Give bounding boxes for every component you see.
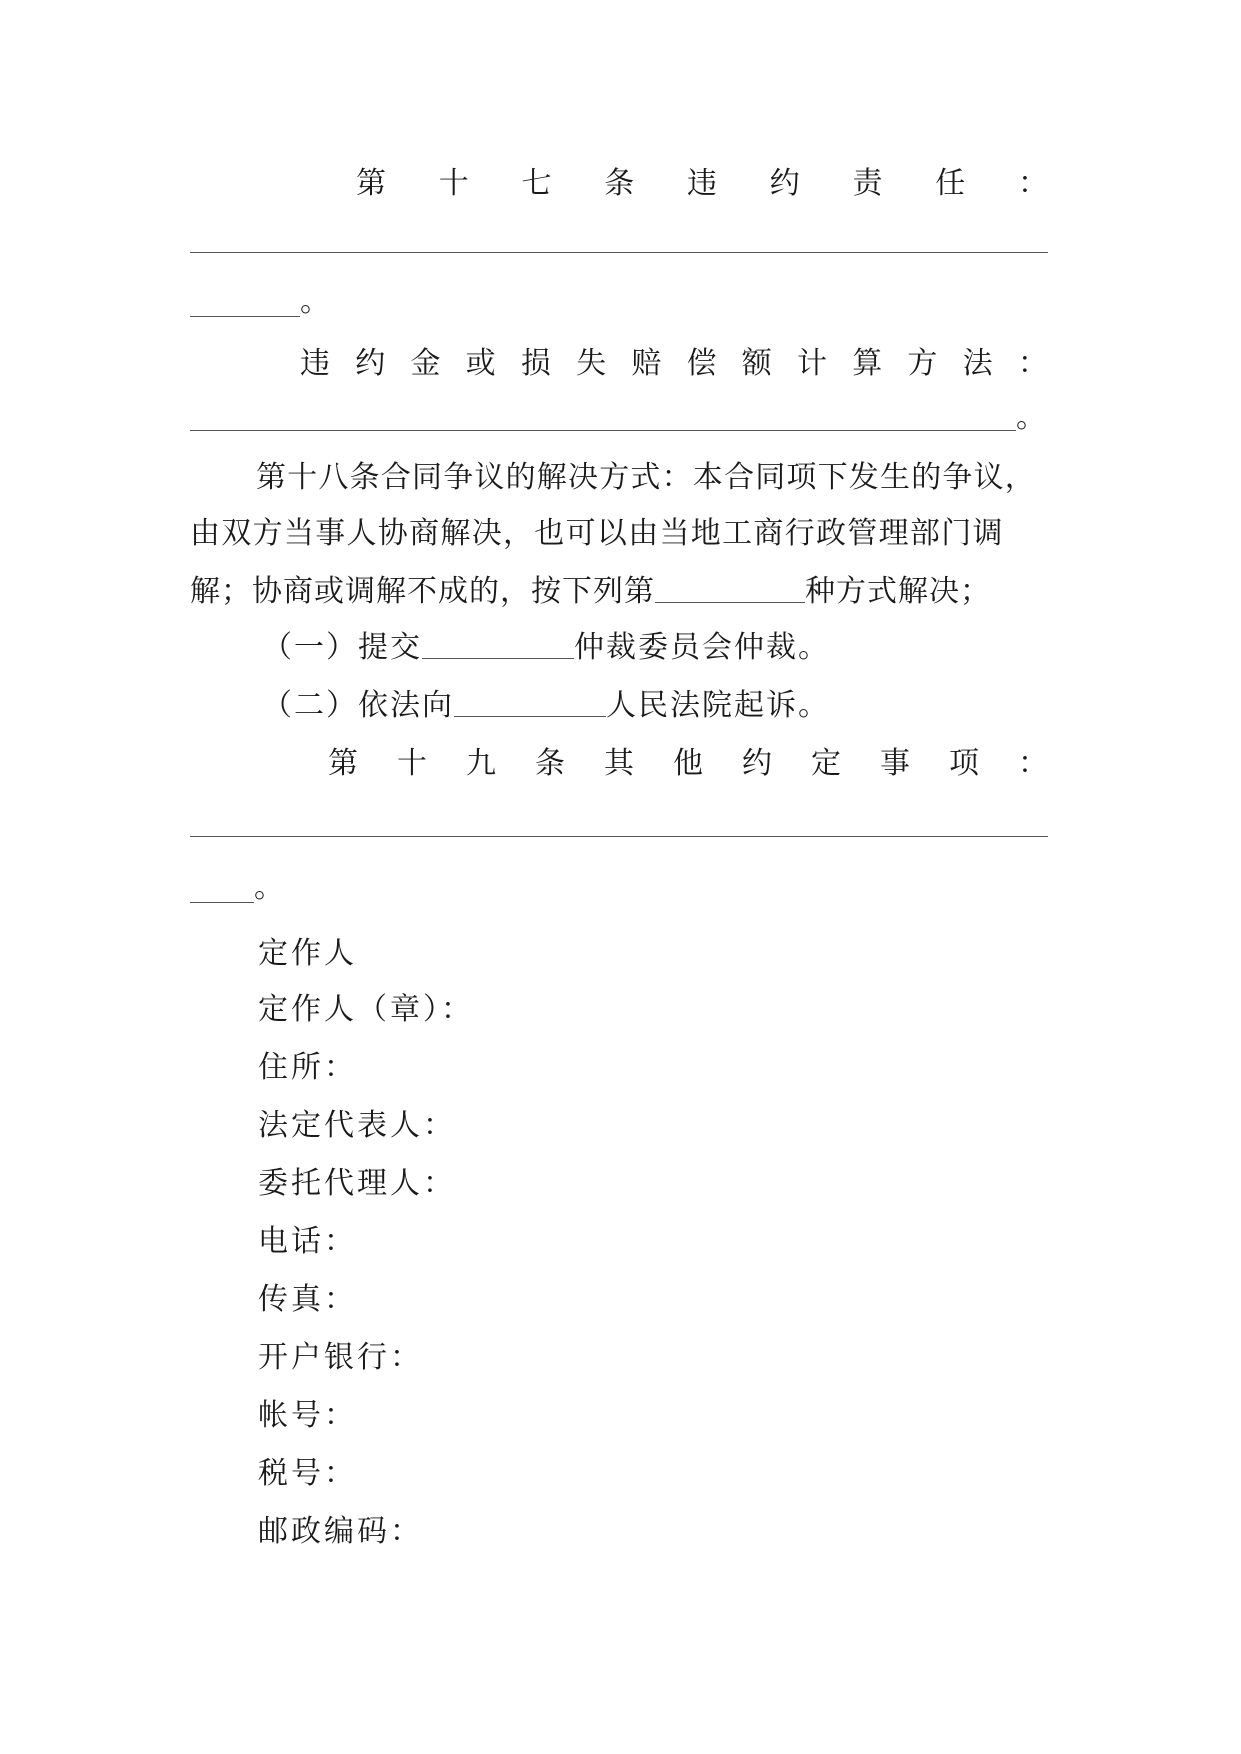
article-17-heading-char: 约: [769, 166, 800, 201]
penalty-heading-char: ：: [1017, 346, 1048, 381]
signature-field-label: 邮政编码：: [258, 1514, 423, 1549]
penalty-blank-line: [190, 430, 1016, 431]
penalty-heading: [300, 344, 1048, 384]
option-2-text-b: 人民法院起诉。: [606, 688, 830, 723]
signature-field-label: 税号：: [258, 1456, 357, 1491]
penalty-heading-char: 方: [907, 346, 938, 381]
article-17-blank-line-2: [190, 316, 300, 317]
penalty-heading-char: 计: [796, 346, 827, 381]
penalty-heading-char: 或: [465, 346, 496, 381]
article-18-text-1: 第十八条合同争议的解决方式：本合同项下发生的争议，: [256, 460, 1036, 495]
article-17-end-mark: 。: [300, 284, 330, 319]
article-18-text-3a: 解；协商或调解不成的，按下列第: [190, 574, 655, 609]
article-17-heading-char: 七: [521, 166, 552, 201]
option-1-line: [262, 628, 1120, 668]
option-2-line: [262, 686, 1120, 726]
signature-field-label: 帐号：: [258, 1398, 357, 1433]
penalty-heading-char: 偿: [686, 346, 717, 381]
article-19-heading-char: 定: [811, 746, 841, 781]
penalty-heading-char: 金: [410, 346, 441, 381]
article-19-blank-line-2: [190, 902, 254, 903]
penalty-heading-char: 违: [300, 346, 330, 381]
article-19-end-mark: 。: [254, 870, 284, 905]
penalty-heading-char: 赔: [631, 346, 662, 381]
signature-field-label: 电话：: [258, 1224, 357, 1259]
article-19-heading-char: 条: [535, 746, 565, 781]
penalty-end-mark: 。: [1016, 400, 1046, 435]
article-18-text-3b: 种方式解决；: [805, 574, 991, 609]
signature-field-label: 开户银行：: [258, 1340, 423, 1375]
article-18-line-3: [190, 572, 1048, 612]
article-19-blank-line-1: [190, 836, 1048, 837]
penalty-heading-char: 法: [962, 346, 993, 381]
article-17-heading-char: 违: [687, 166, 717, 201]
signature-field-label: 传真：: [258, 1282, 357, 1317]
signature-field-label: 定作人（章）：: [258, 992, 474, 1027]
article-18-line-1: [256, 458, 1056, 498]
article-17-heading-char: 条: [604, 166, 635, 201]
article-17-heading-char: 责: [852, 166, 883, 201]
article-19-heading-char: 他: [673, 746, 703, 781]
penalty-heading-char: 额: [741, 346, 772, 381]
article-18-text-2: 由双方当事人协商解决，也可以由当地工商行政管理部门调: [190, 516, 1004, 551]
signature-field-label: 委托代理人：: [258, 1166, 456, 1201]
option-2-text-a: （二）依法向: [262, 688, 454, 723]
article-17-heading-char: ：: [1018, 166, 1048, 201]
signature-field-label: 住所：: [258, 1050, 357, 1085]
article-17-blank-line-1: [190, 252, 1048, 253]
penalty-heading-char: 算: [852, 346, 883, 381]
article-19-heading: [328, 744, 1048, 784]
arbitration-committee-blank: [422, 632, 574, 659]
article-18-line-2: [190, 514, 1048, 554]
penalty-heading-char: 损: [520, 346, 551, 381]
article-19-heading-char: 九: [466, 746, 496, 781]
article-17-heading-char: 第: [356, 166, 386, 201]
article-17-heading: [356, 164, 1048, 204]
option-1-text-a: （一）提交: [262, 630, 422, 665]
article-19-heading-char: 第: [328, 746, 358, 781]
article-19-heading-char: 事: [880, 746, 910, 781]
article-19-heading-char: 其: [604, 746, 634, 781]
penalty-heading-char: 失: [576, 346, 607, 381]
article-19-heading-char: ：: [1018, 746, 1048, 781]
dispute-method-blank: [655, 576, 805, 603]
article-19-heading-char: 约: [742, 746, 772, 781]
signature-party-label: 定作人: [258, 936, 357, 971]
article-19-heading-char: 项: [949, 746, 979, 781]
penalty-heading-char: 约: [355, 346, 386, 381]
option-1-text-b: 仲裁委员会仲裁。: [574, 630, 830, 665]
signature-field-label: 法定代表人：: [258, 1108, 456, 1143]
article-17-heading-char: 任: [935, 166, 966, 201]
court-blank: [454, 690, 606, 717]
article-19-heading-char: 十: [397, 746, 427, 781]
article-17-heading-char: 十: [438, 166, 469, 201]
